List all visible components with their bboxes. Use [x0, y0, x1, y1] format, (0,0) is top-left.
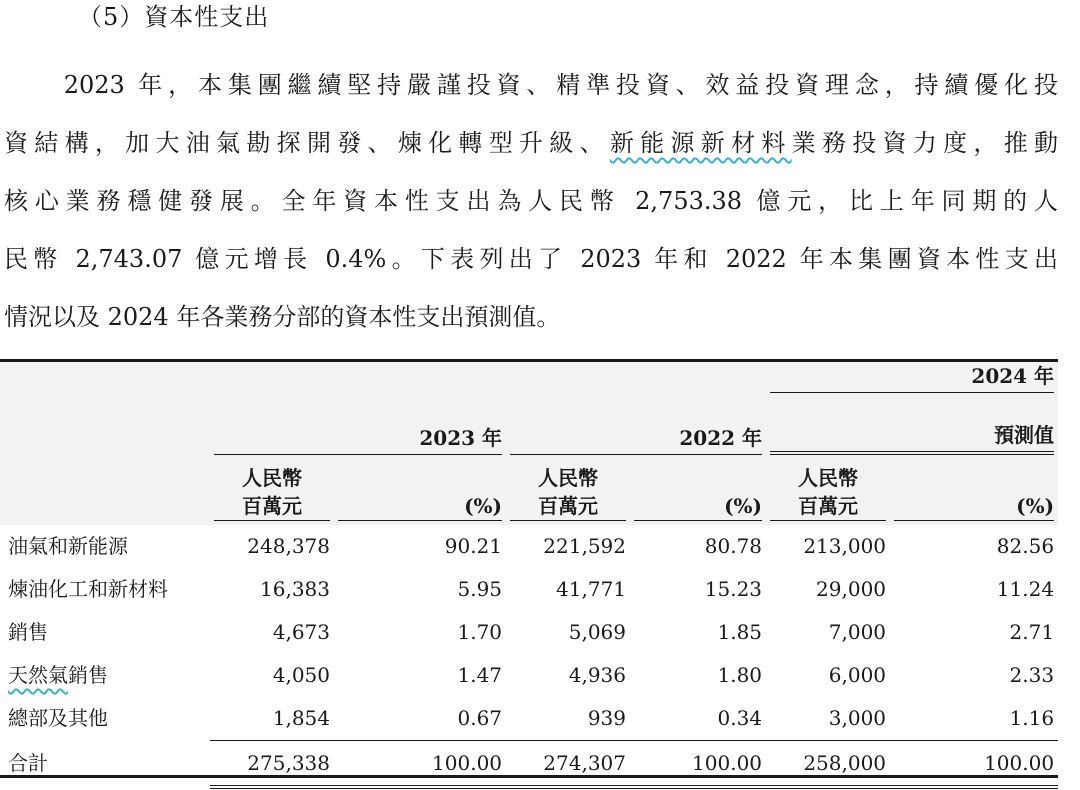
- unit-rmb-2023: 人民幣 百萬元: [210, 455, 334, 525]
- spellcheck-marked-text: 新能源新材料: [609, 129, 792, 157]
- row-label: 總部及其他: [8, 706, 108, 731]
- table-row: 總部及其他 1,854 0.67 939 0.34 3,000 1.16: [0, 697, 1058, 741]
- year-2023-header: 2023 年: [210, 361, 506, 456]
- section-heading: （5）資本性支出: [78, 3, 270, 31]
- row-label: 煉油化工和新材料: [8, 577, 168, 601]
- year-2024-header: 2024 年 預測值: [766, 361, 1058, 456]
- paragraph-line: 資結構，加大油氣勘探開發、煉化轉型升級、新能源新材料業務投資力度，推動: [4, 129, 1059, 157]
- year-2022-header: 2022 年: [506, 361, 766, 456]
- capex-table: [0, 359, 1058, 789]
- table-bottom-rule: [0, 775, 1058, 778]
- unit-rmb-2024: 人民幣 百萬元: [766, 455, 890, 525]
- unit-pct-2022: (%): [630, 455, 766, 525]
- table-row: 煉油化工和新材料 16,383 5.95 41,771 15.23 29,000 11.24: [0, 568, 1058, 611]
- row-label: 天然氣銷售: [8, 663, 108, 687]
- unit-pct-2023: (%): [334, 455, 506, 525]
- header-row-units: [0, 455, 1058, 525]
- paragraph-line: 情況以及 2024 年各業務分部的資本性支出預測值。: [4, 303, 561, 331]
- row-label: 銷售: [8, 620, 48, 644]
- row-label: 油氣和新能源: [8, 534, 128, 558]
- header-row-years: [0, 361, 1058, 456]
- capex-table-wrapper: [0, 359, 1058, 789]
- paragraph-line: 核心業務穩健發展。全年資本性支出為人民幣 2,753.38 億元，比上年同期的人: [4, 187, 1058, 215]
- table-row: 天然氣銷售 4,050 1.47 4,936 1.80 6,000 2.33: [0, 654, 1058, 697]
- table-row: 油氣和新能源 248,378 90.21 221,592 80.78 213,000 82.56: [0, 525, 1058, 568]
- unit-rmb-2022: 人民幣 百萬元: [506, 455, 630, 525]
- body-paragraph: [4, 56, 1058, 346]
- spellcheck-marked-text: 天然氣: [8, 663, 68, 687]
- row-label: 合計: [8, 751, 48, 776]
- paragraph-line: 民幣 2,743.07 億元增長 0.4%。下表列出了 2023 年和 2022 年本集團資本性支出: [4, 245, 1058, 273]
- total-row: 合計 275,338 100.00 274,307 100.00 258,000 100.00: [0, 741, 1058, 788]
- table-row: 銷售 4,673 1.70 5,069 1.85 7,000 2.71: [0, 611, 1058, 654]
- paragraph-line: 2023 年，本集團繼續堅持嚴謹投資、精準投資、效益投資理念，持續優化投: [4, 71, 1058, 99]
- unit-pct-2024: (%): [890, 455, 1058, 525]
